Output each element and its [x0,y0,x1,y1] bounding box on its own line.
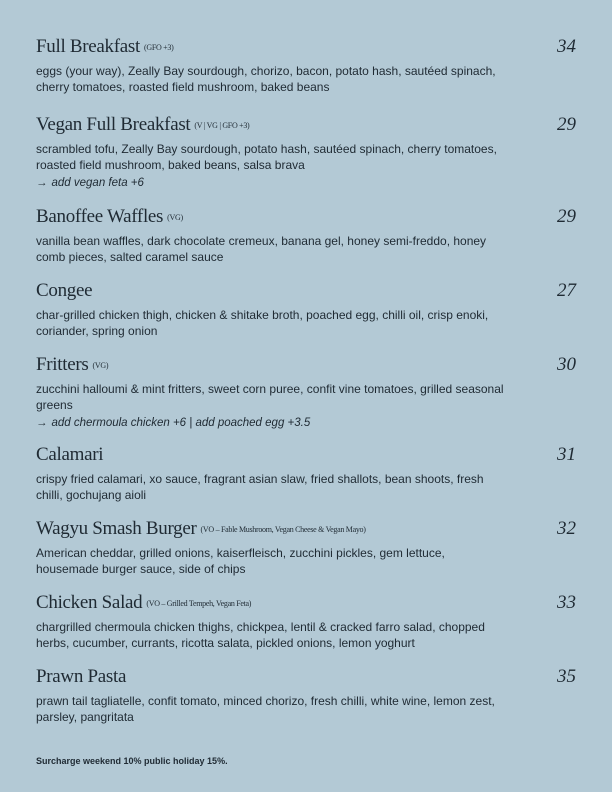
item-price: 33 [557,592,576,613]
item-note: (GFO +3) [143,43,174,52]
menu-item [36,518,580,577]
item-description: American cheddar, grilled onions, kaiserfleisch, zucchini pickles, gem lettuce, housemade burger sauce, side of chips [36,546,445,576]
item-note: (VG) [167,213,183,222]
item-price: 34 [557,36,576,57]
item-description: eggs (your way), Zeally Bay sourdough, chorizo, bacon, potato hash, sautéed spinach, cherry tomatoes, roasted field mushroom, baked beans [36,64,496,94]
item-description: prawn tail tagliatelle, confit tomato, minced chorizo, fresh chilli, white wine, lemon zest, parsley, pangritata [36,694,495,724]
item-description: zucchini halloumi & mint fritters, sweet corn puree, confit vine tomatoes, grilled seasonal greens [36,382,504,412]
item-description: chargrilled chermoula chicken thighs, chickpea, lentil & cracked farro salad, chopped herbs, cucumber, currants, ricotta salata, pickled onions, lemon yoghurt [36,620,485,650]
item-addon: → add vegan feta +6 [36,177,144,189]
menu-item [36,206,580,265]
item-name: Prawn Pasta [36,666,127,687]
item-description: crispy fried calamari, xo sauce, fragrant asian slaw, fried shallots, bean shoots, fresh chilli, gochujang aioli [36,472,484,502]
menu-item [36,354,580,431]
menu-item [36,114,580,191]
arrow-icon: → [36,417,48,429]
item-name: Vegan Full Breakfast (V | VG | GFO +3) [36,114,250,135]
item-name: Banoffee Waffles (VG) [36,206,183,227]
item-price: 32 [557,518,576,539]
menu-item [36,444,580,503]
item-name: Fritters (VG) [36,354,109,375]
item-description: scrambled tofu, Zeally Bay sourdough, potato hash, sautéed spinach, cherry tomatoes, roasted field mushroom, baked beans, salsa brava [36,142,497,172]
menu-item [36,592,580,651]
item-name: Full Breakfast (GFO +3) [36,36,174,57]
arrow-icon: → [36,177,48,189]
menu-item [36,280,580,339]
item-addon: → add chermoula chicken +6 | add poached egg +3.5 [36,417,311,429]
item-price: 31 [557,444,576,465]
item-name: Congee [36,280,93,301]
item-description: char-grilled chicken thigh, chicken & shitake broth, poached egg, chilli oil, crisp enoki, coriander, spring onion [36,308,489,338]
item-name: Chicken Salad (VO – Grilled Tempeh, Vegan Feta) [36,592,252,613]
item-name: Wagyu Smash Burger (VO – Fable Mushroom, Vegan Cheese & Vegan Mayo) [36,518,366,539]
item-price: 27 [557,280,576,301]
item-note: (VO – Fable Mushroom, Vegan Cheese & Vegan Mayo) [200,525,366,534]
item-note: (V | VG | GFO +3) [194,121,250,130]
surcharge-note: Surcharge weekend 10% public holiday 15%. [36,756,228,766]
item-price: 30 [557,354,576,375]
item-price: 29 [557,114,576,135]
item-description: vanilla bean waffles, dark chocolate cremeux, banana gel, honey semi-freddo, honey comb pieces, salted caramel sauce [36,234,487,264]
item-name: Calamari [36,444,104,465]
menu-item [36,36,580,95]
item-note: (VG) [92,361,109,370]
menu-item [36,666,580,725]
item-price: 29 [557,206,576,227]
item-note: (VO – Grilled Tempeh, Vegan Feta) [146,599,252,608]
item-price: 35 [557,666,576,687]
